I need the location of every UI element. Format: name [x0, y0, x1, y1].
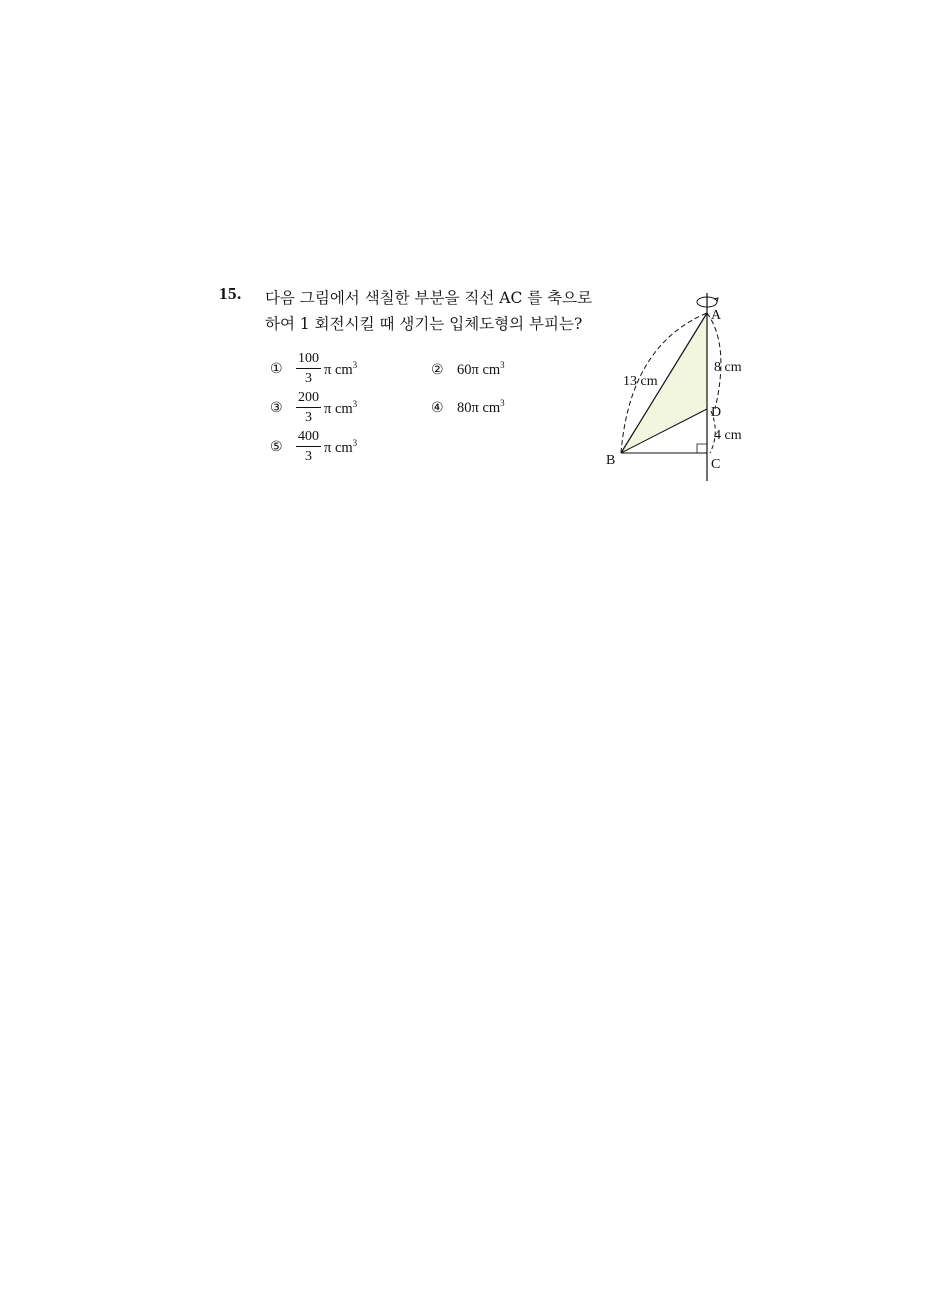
- question-text-line-1: 다음 그림에서 색칠한 부분을 직선 AC 를 축으로: [265, 289, 593, 307]
- label-point-a: A: [711, 308, 722, 323]
- choice-3-marker: ③: [270, 400, 283, 416]
- question-text-line-2: 하여 1 회전시킬 때 생기는 입체도형의 부피는?: [265, 315, 583, 333]
- figure-svg: [590, 285, 760, 485]
- right-angle-marker: [697, 444, 707, 453]
- choice-5-suffix: π cm: [324, 439, 353, 456]
- question-number: 15.: [219, 284, 242, 303]
- choice-5-numerator: 400: [296, 430, 321, 447]
- choice-2-marker: ②: [431, 361, 444, 378]
- choice-2-value: [457, 360, 505, 379]
- label-point-b: B: [606, 453, 616, 468]
- choice-2-exponent: 3: [500, 360, 505, 370]
- choice-3-denominator: 3: [305, 410, 312, 425]
- choice-1[interactable]: [270, 352, 357, 386]
- choice-5-denominator: 3: [305, 449, 312, 464]
- choice-5-exponent: 3: [352, 437, 358, 448]
- choice-1-exponent: 3: [352, 359, 358, 370]
- choice-4[interactable]: [431, 398, 505, 417]
- choice-3-numerator: 200: [296, 391, 321, 408]
- choice-1-fraction: [296, 352, 321, 386]
- choice-3-fraction: [296, 391, 321, 425]
- label-point-d: D: [711, 405, 722, 420]
- choice-1-denominator: 3: [305, 371, 312, 386]
- label-length-dc: 4 cm: [714, 428, 742, 443]
- choice-5-fraction: [296, 430, 321, 464]
- choice-2[interactable]: [431, 360, 505, 379]
- label-length-ab: 13 cm: [623, 374, 658, 389]
- choice-4-text: 80π cm: [457, 400, 501, 416]
- choice-4-marker: ④: [431, 399, 444, 416]
- label-point-c: C: [711, 457, 721, 472]
- choice-4-value: [457, 398, 505, 417]
- choice-3-unit: [324, 399, 357, 418]
- choice-3[interactable]: [270, 391, 357, 425]
- choice-4-exponent: 3: [500, 398, 505, 408]
- label-length-ad: 8 cm: [714, 360, 742, 375]
- choice-5-unit: [324, 438, 357, 457]
- choice-5-marker: ⑤: [270, 439, 283, 455]
- rotation-figure: [590, 285, 760, 485]
- choice-5[interactable]: [270, 430, 357, 464]
- choice-1-unit: [324, 360, 357, 379]
- choice-3-suffix: π cm: [324, 400, 353, 417]
- choice-1-suffix: π cm: [324, 361, 353, 378]
- choice-3-exponent: 3: [352, 398, 358, 409]
- choice-1-numerator: 100: [296, 352, 321, 369]
- choice-2-text: 60π cm: [457, 362, 501, 378]
- choice-1-marker: ①: [270, 361, 283, 377]
